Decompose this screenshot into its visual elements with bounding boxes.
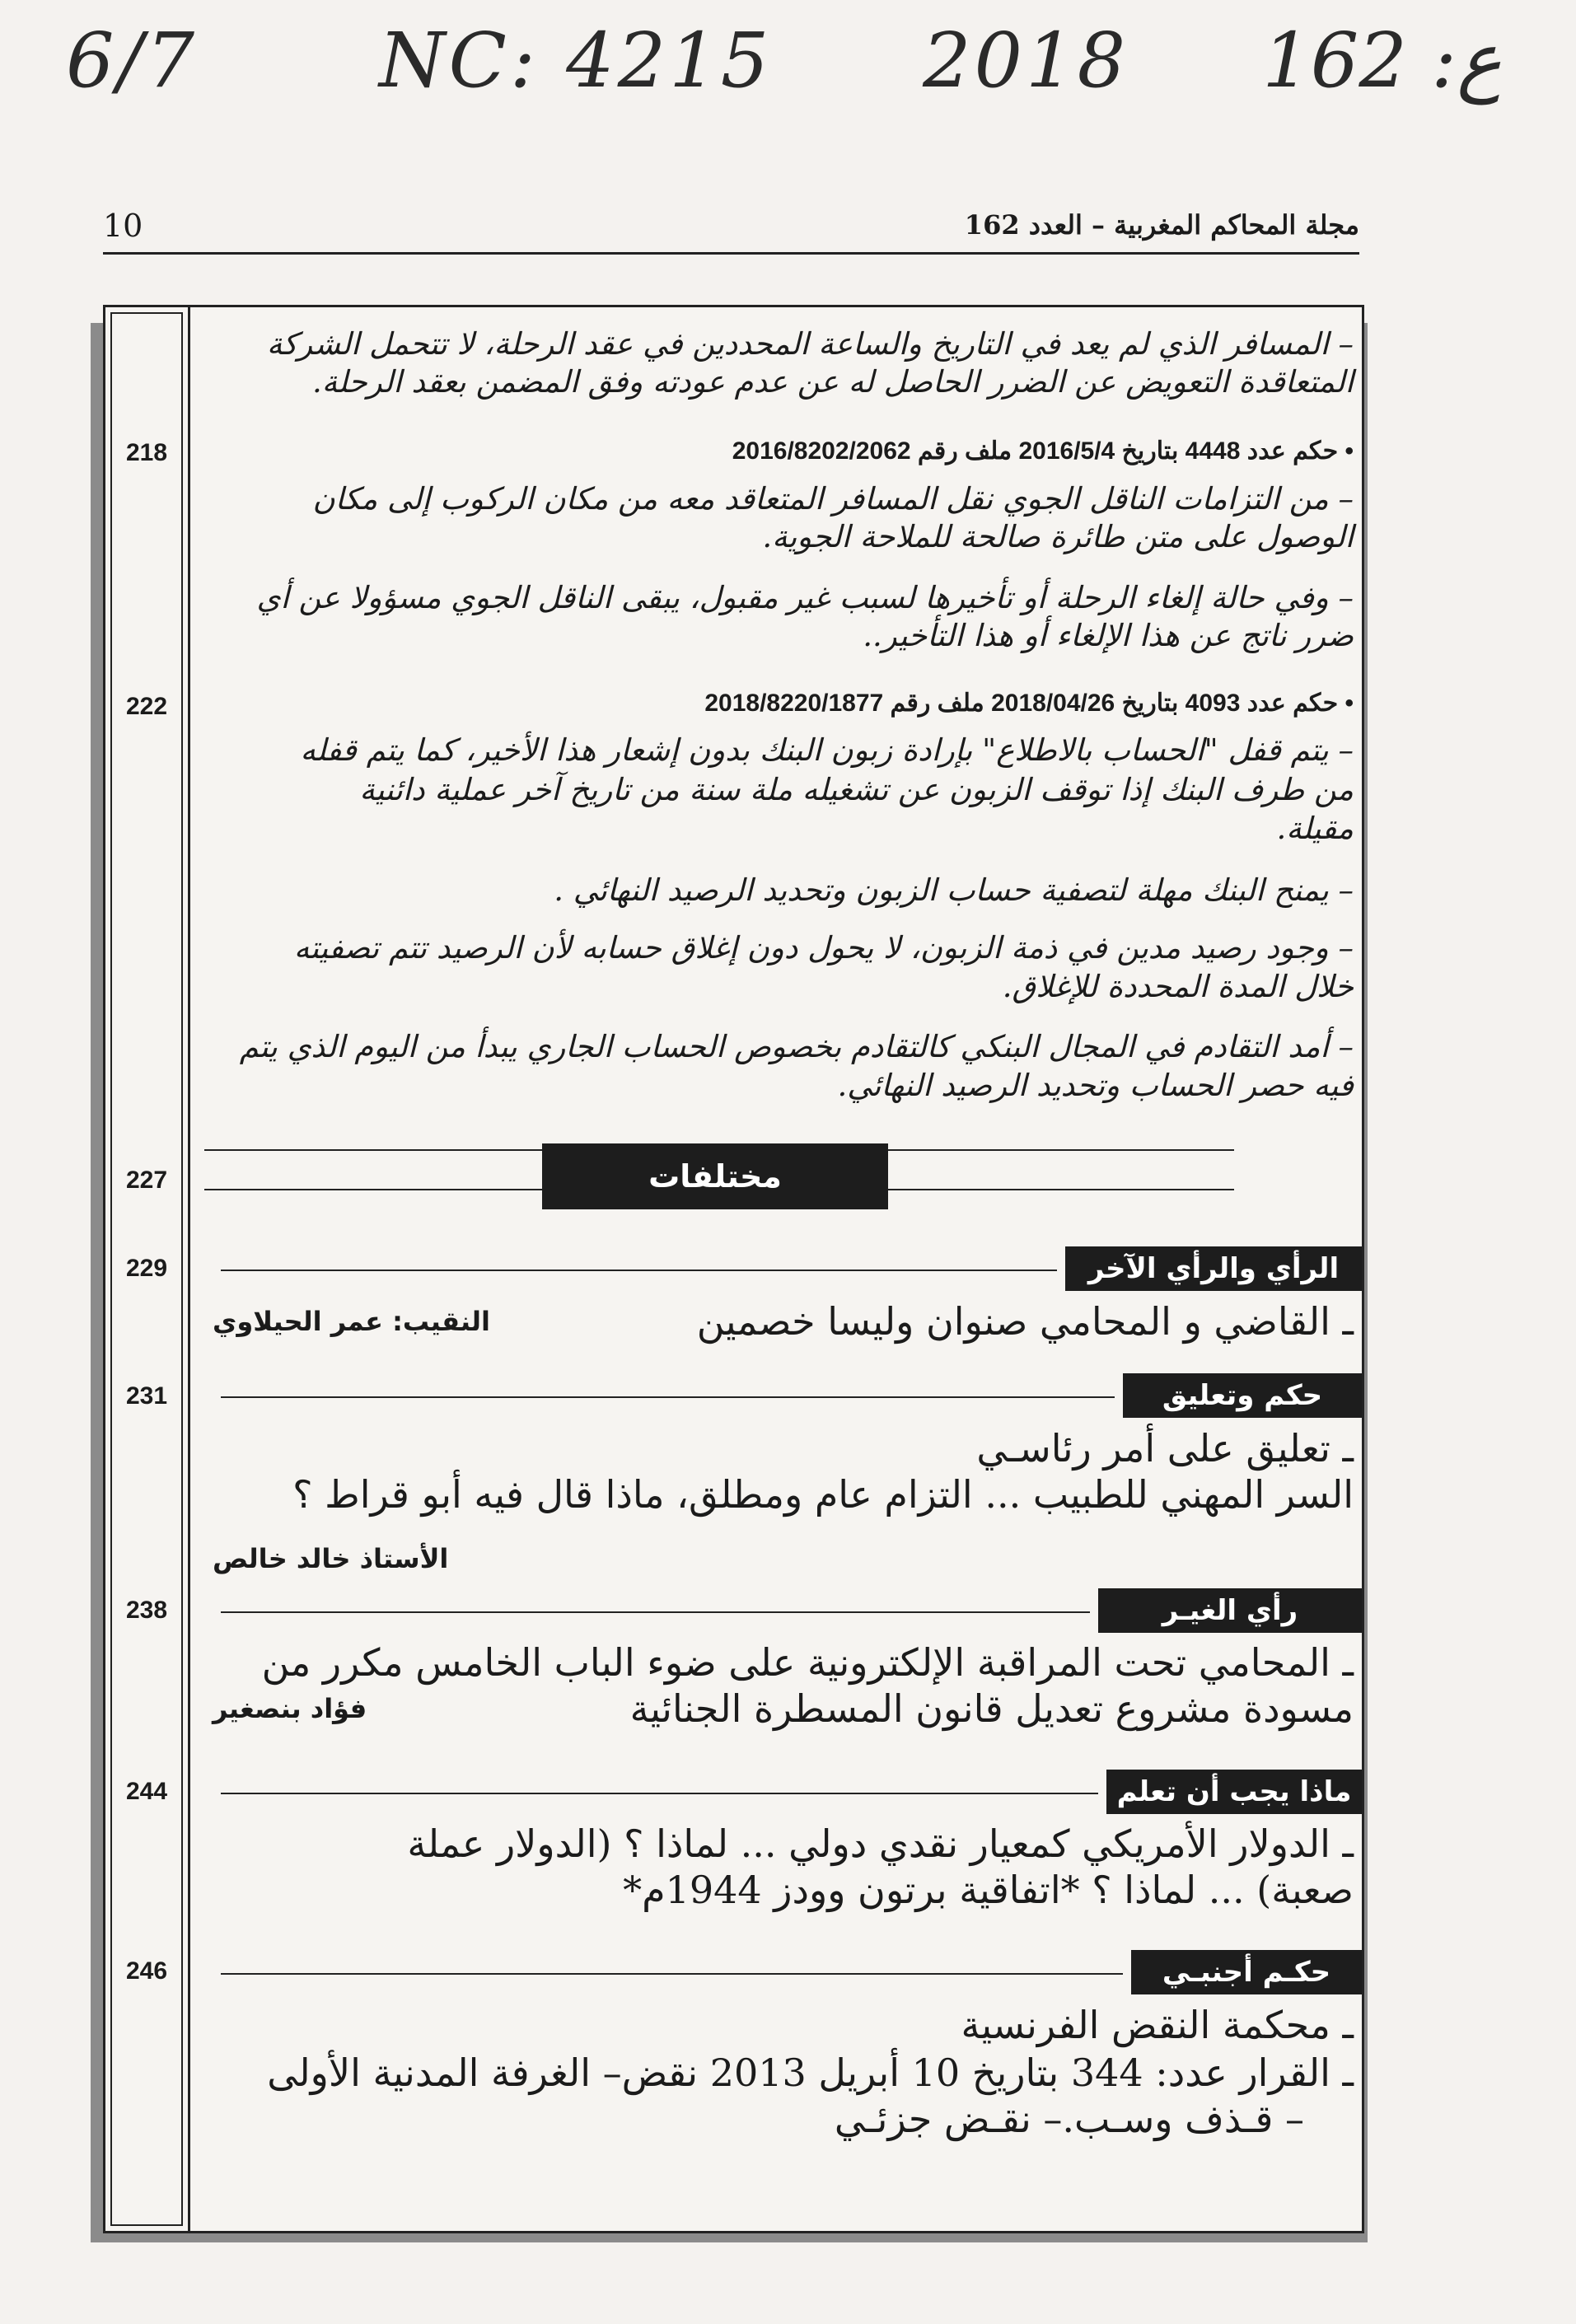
toc-page-number: 218	[125, 439, 168, 466]
section-rule	[221, 1793, 1098, 1794]
handwritten-code: NC: 4215	[379, 16, 773, 105]
ruling-reference: • حكم عدد 4093 بتاريخ 2018/04/26 ملف رقم 2018/8220/1877	[704, 690, 1354, 717]
toc-item: صعبة) ... لماذا ؟ *اتفاقية برتون وودز 1944م*	[623, 1868, 1354, 1912]
toc-item: السر المهني للطبيب ... التزام عام ومطلق، ماذا قال فيه أبو قراط ؟	[292, 1472, 1354, 1517]
handwritten-annotations	[49, 16, 1527, 115]
section-rule	[221, 1270, 1057, 1271]
misc-rule-right	[888, 1149, 1234, 1151]
toc-line: – يتم قفل "الحساب بالاطلاع" بإرادة زبون البنك بدون إشعار هذا الأخير، كما يتم قفله	[300, 732, 1354, 768]
toc-page-number: 231	[125, 1382, 168, 1410]
toc-line: – يمنح البنك مهلة لتصفية حساب الزبون وتحديد الرصيد النهائي .	[554, 872, 1354, 908]
misc-rule-left	[204, 1149, 542, 1151]
running-header	[103, 206, 1359, 255]
toc-item: مسودة مشروع تعديل قانون المسطرة الجنائية	[629, 1686, 1354, 1731]
handwritten-issue: ع: 162	[1262, 16, 1502, 105]
toc-item: ـ الدولار الأمريكي كمعيار نقدي دولي ... لماذا ؟ (الدولار عملة	[407, 1821, 1354, 1866]
toc-page-number: 246	[125, 1957, 168, 1985]
toc-item: ـ المحامي تحت المراقبة الإلكترونية على ضوء الباب الخامس مكرر من	[261, 1640, 1354, 1685]
toc-line: ضرر ناتج عن هذا الإلغاء أو هذا التأخير..	[863, 618, 1354, 653]
section-header-opinion: الرأي والرأي الآخر	[1065, 1246, 1362, 1291]
section-rule	[221, 1611, 1090, 1613]
toc-line: – وجود رصيد مدين في ذمة الزبون، لا يحول دون إغلاق حسابه لأن الرصيد تتم تصفيته	[293, 930, 1354, 966]
toc-page-number: 238	[125, 1597, 168, 1624]
toc-item: ـ تعليق على أمر رئاسـي	[976, 1426, 1354, 1471]
misc-rule-right-lower	[888, 1189, 1234, 1190]
ruling-reference: • حكم عدد 4448 بتاريخ 2016/5/4 ملف رقم 2016/8202/2062	[732, 437, 1354, 465]
section-rule	[221, 1973, 1123, 1975]
journal-title: مجلة المحاكم المغربية – العدد 162	[964, 209, 1359, 241]
table-of-contents	[103, 305, 1364, 2233]
toc-item: ـ محكمة النقض الفرنسية	[961, 2003, 1354, 2047]
toc-page-number: 222	[125, 693, 168, 720]
author-name: الأستاذ خالد خالص	[213, 1543, 449, 1574]
toc-page-number: 227	[125, 1167, 168, 1194]
section-header-misc: مختلفات	[542, 1143, 888, 1209]
section-rule	[221, 1396, 1115, 1398]
section-header-foreign: حكـم أجنبـي	[1131, 1950, 1362, 1994]
handwritten-year: 2018	[923, 16, 1129, 105]
toc-content	[204, 307, 1362, 2231]
section-header-others: رأي الغيـر	[1098, 1588, 1362, 1633]
toc-line: – المسافر الذي لم يعد في التاريخ والساعة المحددين في عقد الرحلة، لا تتحمل الشركة	[266, 326, 1354, 362]
handwritten-folio: 6/7	[66, 16, 199, 105]
page-number: 10	[103, 208, 143, 244]
author-name: النقيب: عمر الحيلاوي	[213, 1306, 490, 1337]
toc-line: من طرف البنك إذا توقف الزبون عن تشغيله ملة سنة من تاريخ آخر عملية دائنية	[359, 772, 1354, 807]
toc-line: فيه حصر الحساب وتحديد الرصيد النهائي.	[837, 1068, 1354, 1103]
toc-line: – أمد التقادم في المجال البنكي كالتقادم بخصوص الحساب الجاري يبدأ من اليوم الذي يتم	[239, 1029, 1354, 1064]
section-header-judgment: حكم وتعليق	[1123, 1373, 1362, 1418]
toc-line: خلال المدة المحددة للإغلاق.	[1002, 969, 1354, 1004]
toc-line: الوصول على متن طائرة صالحة للملاحة الجوية.	[762, 519, 1354, 554]
section-header-know: ماذا يجب أن تعلم	[1106, 1770, 1362, 1814]
toc-line: المتعاقدة التعويض عن الضرر الحاصل له عن عدم عودته وفق المضمن بعقد الرحلة.	[311, 364, 1354, 400]
toc-item: ـ القاضي و المحامي صنوان وليسا خصمين	[696, 1299, 1354, 1344]
toc-line: – من التزامات الناقل الجوي نقل المسافر المتعاقد معه من مكان الركوب إلى مكان	[312, 481, 1354, 517]
toc-item: – قـذف وسـب.– نقـض جزئـي	[834, 2097, 1304, 2141]
author-name: فؤاد بنصغير	[213, 1693, 367, 1724]
misc-rule-left-lower	[204, 1189, 542, 1190]
toc-page-number: 229	[125, 1255, 168, 1282]
toc-line: – وفي حالة إلغاء الرحلة أو تأخيرها لسبب غير مقبول، يبقى الناقل الجوي مسؤولا عن أي	[256, 580, 1354, 615]
page-number-column	[105, 307, 190, 2231]
toc-item: ـ القرار عدد: 344 بتاريخ 10 أبريل 2013 نقض– الغرفة المدنية الأولى	[267, 2050, 1354, 2095]
toc-page-number: 244	[125, 1778, 168, 1805]
toc-line: مقيلة.	[1276, 811, 1354, 846]
